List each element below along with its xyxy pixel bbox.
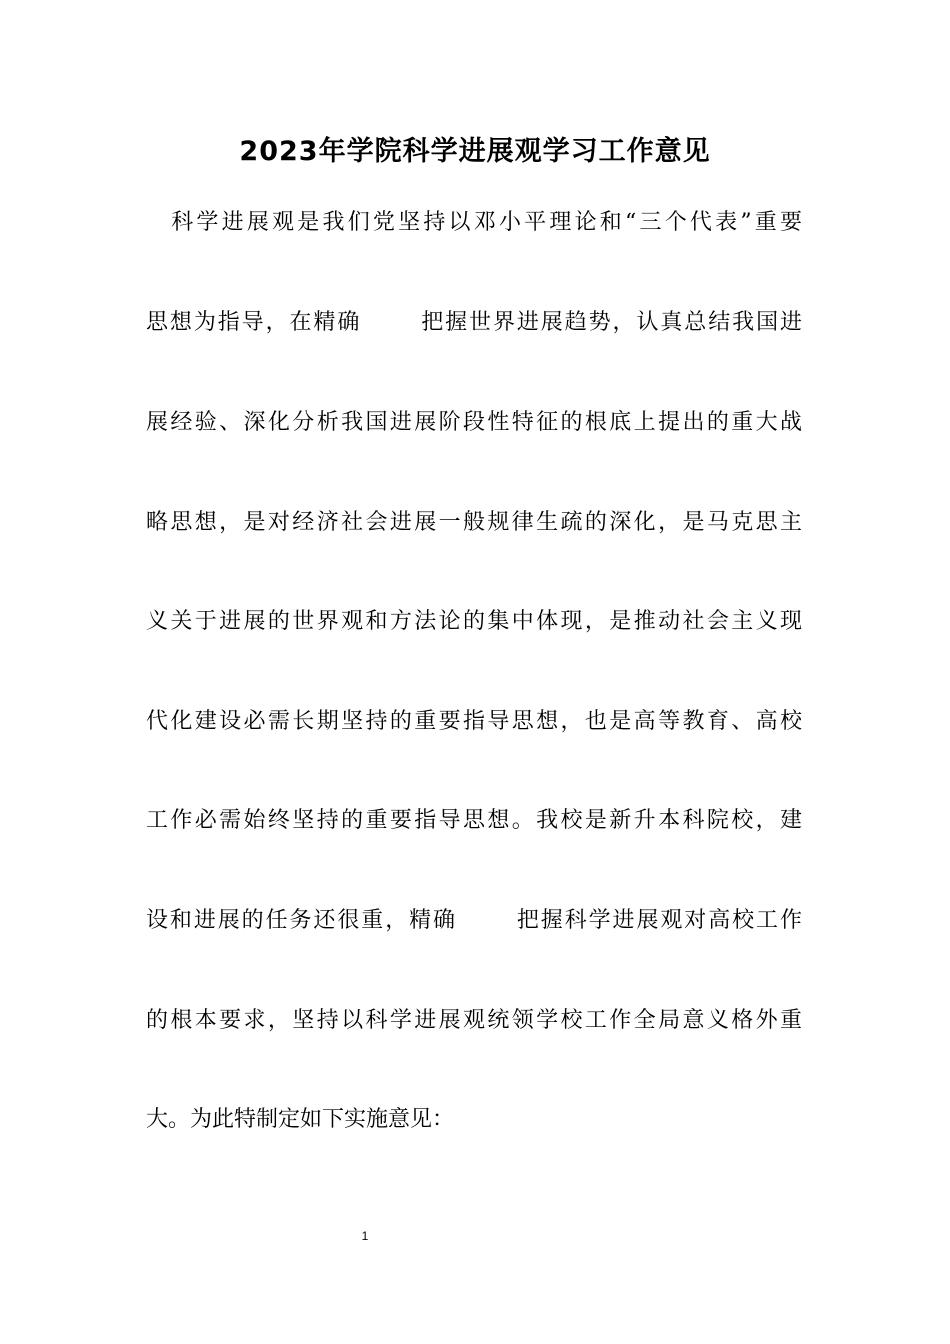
paragraph-text: 的根本要求，坚持以科学进展观统领学校工作全局意义格外重 (146, 1008, 802, 1033)
document-title: 2023年学院科学进展观学习工作意见 (239, 136, 711, 167)
paragraph-text: 把握世界进展趋势，认真总结我国进 (419, 310, 802, 335)
paragraph-text: 思想为指导，在精确 (146, 310, 362, 335)
paragraph-text: 代化建设必需长期坚持的重要指导思想，也是高等教育、高校 (146, 709, 802, 734)
page-number: 1 (361, 1229, 369, 1243)
paragraph-text: 把握科学进展观对高校工作 (514, 908, 802, 933)
paragraph-text: 设和进展的任务还很重，精确 (146, 908, 457, 933)
paragraph-text: 义关于进展的世界观和方法论的集中体现，是推动社会主义现 (146, 609, 802, 634)
paragraph-line-8 (146, 904, 802, 938)
paragraph-line-3 (146, 406, 802, 440)
paragraph-text: 大。为此特制定如下实施意见： (146, 1107, 455, 1132)
paragraph-line-4 (146, 506, 802, 540)
paragraph-line-6 (146, 705, 802, 739)
paragraph-text: 略思想，是对经济社会进展一般规律生疏的深化，是马克思主 (146, 510, 802, 535)
paragraph-text: 展经验、深化分析我国进展阶段性特征的根底上提出的重大战 (146, 410, 802, 435)
paragraph-line-7 (146, 804, 802, 838)
paragraph-line-10 (146, 1103, 802, 1137)
paragraph-text: 工作必需始终坚持的重要指导思想。我校是新升本科院校，建 (146, 808, 802, 833)
paragraph-line-5 (146, 605, 802, 639)
paragraph-line-9 (146, 1004, 802, 1038)
paragraph-line-2 (146, 306, 802, 340)
paragraph-text: 科学进展观是我们党坚持以邓小平理论和“三个代表”重要 (146, 210, 802, 235)
paragraph-line-1 (146, 206, 802, 240)
